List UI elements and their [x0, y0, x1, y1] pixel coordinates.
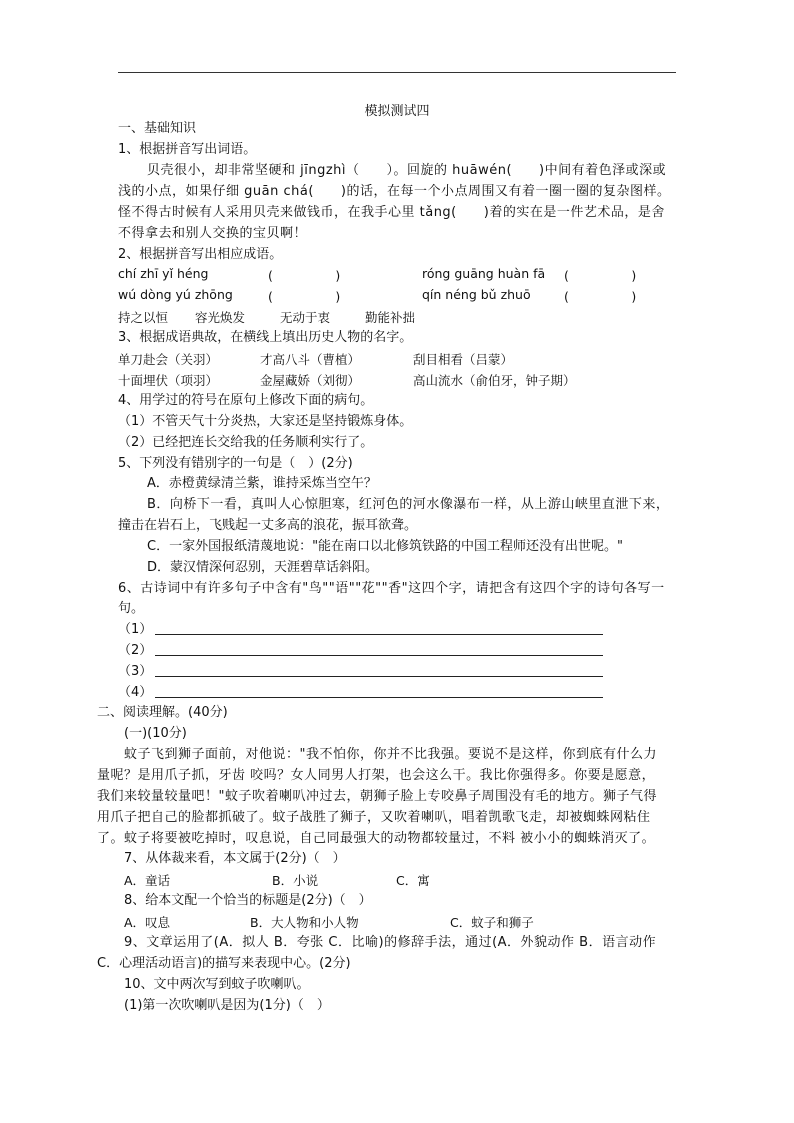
section1-heading: 一、基础知识	[118, 121, 197, 136]
q7-option: A．童话	[124, 873, 171, 888]
passage-line: 量呢？是用爪子抓，牙齿 咬吗？女人同男人打架，也会这么干。我比你强得多。你要是愿意，	[97, 768, 656, 783]
q9-line: C．心理活动语言)的描写来表现中心。(2分)	[97, 956, 351, 971]
q9-line: 9、文章运用了(A．拟人 B．夸张 C．比喻)的修辞手法，通过(A．外貌动作 B．语言动作	[124, 935, 657, 950]
section2-heading: 二、阅读理解。(40分)	[97, 705, 228, 720]
passage-line: 我们来较量较量吧！"蚊子吹着喇叭冲过去，朝狮子脸上专咬鼻子周围没有毛的地方。狮子气得	[97, 789, 657, 804]
passage-line: 蚊子飞到狮子面前，对他说："我不怕你，你并不比我强。要说不是这样，你到底有什么力	[124, 747, 657, 762]
q10-stem: 10、文中两次写到蚊子吹喇叭。	[124, 977, 310, 992]
q2-pinyin: róng guāng huàn fā	[422, 266, 546, 281]
q2-pinyin: chí zhī yǐ héng	[118, 266, 209, 281]
q7-option: B．小说	[272, 873, 319, 888]
answer-line[interactable]	[155, 676, 603, 677]
q3-item: 十面埋伏（项羽）	[118, 373, 219, 388]
q1-line: 不得拿去和别人交换的宝贝啊！	[118, 226, 308, 241]
q8-option: A．叹息	[124, 915, 171, 930]
q5-option: B．向桥下一看，真叫人心惊胆寒，红河色的河水像瀑布一样，从上游山峡里直泄下来，	[147, 497, 670, 512]
q6-heading: 6、古诗词中有许多句子中含有"鸟""语""花""香"这四个字，请把含有这四个字的诗句各写一	[118, 581, 665, 596]
q3-item: 才高八斗（曹植）	[260, 352, 361, 367]
q2-pinyin: wú dòng yú zhōng	[118, 287, 233, 302]
q7-stem: 7、从体裁来看，本文属于(2分)（ ）	[124, 851, 346, 866]
q1-line: 贝壳很小，却非常坚硬和 jīngzhì（ ）。回旋的 huāwén( )中间有着色泽或深或	[147, 163, 667, 178]
q5-option: D．蒙汉情深何忍别，天涯碧草话斜阳。	[147, 560, 379, 575]
header-rule	[118, 72, 676, 73]
q10-sub: (1)第一次吹喇叭是因为(1分)（ ）	[124, 998, 330, 1013]
q2-pinyin: qín néng bǔ zhuō	[422, 287, 531, 302]
q2-answer: 持之以恒	[118, 310, 169, 325]
q6-blank-label: （3）	[118, 664, 153, 679]
q2-blank: ( )	[564, 289, 637, 304]
q2-answer: 勤能补拙	[365, 310, 416, 325]
q6-blank-label: （2）	[118, 643, 153, 658]
q3-item: 高山流水（俞伯牙，钟子期）	[413, 373, 576, 388]
passage-line: 用爪子把自己的脸都抓破了。蚊子战胜了狮子，又吹着喇叭，唱着凯歌飞走，却被蜘蛛网粘住	[97, 810, 651, 825]
q5-option: C．一家外国报纸清蔑地说："能在南口以北修筑铁路的中国工程师还没有出世呢。"	[147, 539, 624, 554]
q4-item: （1）不管天气十分炎热，大家还是坚持锻炼身体。	[118, 414, 413, 429]
q4-heading: 4、用学过的符号在原句上修改下面的病句。	[118, 393, 374, 408]
q5-option: A．赤橙黄绿清兰紫，谁持采炼当空午？	[147, 476, 377, 491]
q6-blank-label: （1）	[118, 622, 153, 637]
page-title: 模拟测试四	[364, 104, 430, 119]
q3-item: 金屋藏娇（刘彻）	[260, 373, 361, 388]
q8-option: B．大人物和小人物	[250, 915, 359, 930]
part1-heading: (一)(10分)	[124, 726, 187, 741]
answer-line[interactable]	[155, 655, 603, 656]
q5-heading: 5、下列没有错别字的一句是（ ）(2分)	[118, 456, 353, 471]
q2-blank: ( )	[268, 268, 341, 283]
q2-blank: ( )	[268, 289, 341, 304]
q3-item: 单刀赴会（关羽）	[118, 352, 219, 367]
q4-item: （2）已经把连长交给我的任务顺利实行了。	[118, 435, 374, 450]
q2-answer: 无动于衷	[280, 310, 331, 325]
q7-option: C．寓	[396, 873, 430, 888]
answer-line[interactable]	[155, 697, 603, 698]
q2-blank: ( )	[564, 268, 637, 283]
q1-heading: 1、根据拼音写出词语。	[118, 142, 257, 157]
q1-line: 浅的小点，如果仔细 guān chá( )的话，在每一个小点周围又有着一圈一圈的复杂图样。	[118, 184, 671, 199]
answer-line[interactable]	[155, 634, 603, 635]
q1-line: 怪不得古时候有人采用贝壳来做钱币，在我手心里 tǎng( )着的实在是一件艺术品，是舍	[118, 205, 665, 220]
q2-answer: 容光焕发	[195, 310, 246, 325]
q3-heading: 3、根据成语典故，在横线上填出历史人物的名字。	[118, 330, 413, 345]
q3-item: 刮目相看（吕蒙）	[413, 352, 514, 367]
q6-heading: 句。	[118, 601, 145, 616]
q8-stem: 8、给本文配一个恰当的标题是(2分)（ ）	[124, 893, 372, 908]
q8-option: C．蚊子和狮子	[450, 915, 534, 930]
q2-heading: 2、根据拼音写出相应成语。	[118, 247, 283, 262]
passage-line: 了。蚊子将要被吃掉时，叹息说，自己同最强大的动物都较量过，不料 被小小的蜘蛛消灭了。	[97, 831, 656, 846]
q6-blank-label: （4）	[118, 685, 153, 700]
q5-option: 撞击在岩石上，飞贱起一丈多高的浪花，振耳欲聋。	[118, 518, 418, 533]
